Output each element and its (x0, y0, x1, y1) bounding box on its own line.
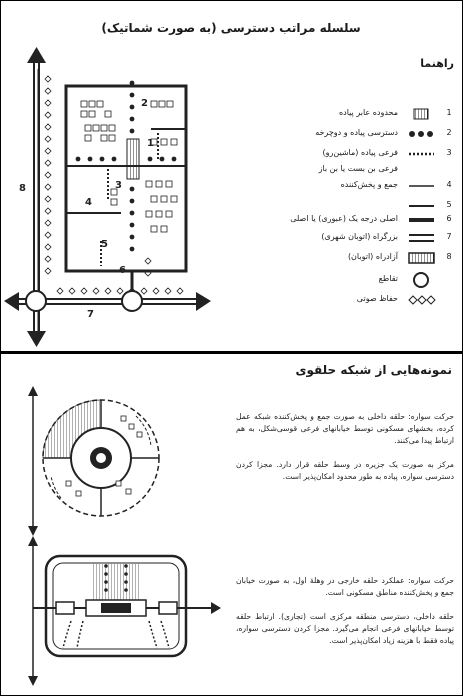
ring-network-diagram-2 (21, 536, 221, 686)
legend-number: 5 (446, 200, 452, 209)
legend-heading: راهنما (420, 57, 454, 70)
bottom-title: نمونه‌هایی از شبکه حلقوی (295, 363, 452, 377)
hierarchy-diagram (1, 41, 231, 351)
top-title: سلسله مراتب دسترسی (به صورت شماتیک) (101, 21, 361, 35)
legend-row-2 (244, 125, 454, 143)
hatched-box-icon (406, 106, 436, 122)
legend-label: فرعی بن بست یا بن باز (318, 164, 398, 173)
large-dots-icon (406, 126, 436, 142)
zone-label-5: 5 (101, 239, 108, 250)
legend-number: 3 (446, 148, 452, 157)
legend-label: فرعی پیاده (ماشین‌رو) (322, 148, 398, 157)
zone-label-2: 2 (141, 98, 148, 109)
legend-label: دسترسی پیاده و دوچرخه (315, 128, 398, 137)
thick-line-icon (406, 212, 436, 228)
section-divider (1, 351, 462, 354)
legend-row-noise (244, 291, 454, 309)
double-line-icon (406, 230, 436, 246)
legend-row-6 (244, 211, 454, 229)
zone-label-6: 6 (119, 265, 126, 276)
legend-label: بزرگراه (اتوبان شهری) (321, 232, 398, 241)
legend-number: 6 (446, 214, 452, 223)
paragraph-ring-2b: حلقه داخلی، دسترسی منطقه مرکزی است (تجاری). ارتباط حلقه توسط خیابانهای فرعی انجام می‌گیرد. مجزا کردن دسترسی سواره، پیاده فقط با هزینه زیاد امکان‌پذیر است. (236, 612, 454, 645)
small-dots-icon (406, 146, 436, 162)
legend-label: اصلی درجه یک (عبوری) یا اصلی (290, 214, 398, 223)
legend-number: 7 (446, 232, 452, 241)
hatched-bar-icon (406, 250, 436, 266)
legend-row-intersection (244, 271, 454, 289)
zone-label-7: 7 (87, 309, 94, 320)
legend-label: جمع و پخش‌کننده (340, 180, 398, 189)
paragraph-ring-1a: حرکت سواره: حلقه داخلی به صورت جمع و پخش‌کننده شبکه عمل کرده، بخشهای مسکونی توسط خیابانهای فرعی قوسی‌شکل، به هم ارتباط پیدا می‌کنند. (236, 412, 454, 445)
legend-number: 2 (446, 128, 452, 137)
diamonds-icon (406, 292, 436, 308)
zone-label-1: 1 (147, 138, 154, 149)
legend-label: محدوده عابر پیاده (338, 108, 398, 117)
legend-row-7 (244, 229, 454, 247)
thin-line-icon (406, 178, 436, 194)
legend-number: 4 (446, 180, 452, 189)
ring-network-diagram-1 (21, 386, 221, 536)
pedestrian-zone (127, 139, 139, 179)
legend-row-4 (244, 177, 454, 195)
paragraph-ring-1b: مرکز به صورت یک جزیره در وسط حلقه قرار دارد. مجزا کردن دسترسی سواره، پیاده به طور محدود امکان‌پذیر است. (236, 460, 454, 481)
legend-row-8 (244, 249, 454, 267)
legend-number: 8 (446, 252, 452, 261)
legend-label: آزادراه (اتوبان) (347, 252, 398, 261)
zone-label-4: 4 (85, 197, 92, 208)
circle-icon (406, 272, 436, 288)
intersection-left (26, 291, 46, 311)
legend-label: تقاطع (378, 274, 398, 283)
intersection-right (122, 291, 142, 311)
legend-number: 1 (446, 108, 452, 117)
paragraph-ring-2a: حرکت سواره: عملکرد حلقه خارجی در وهلهٔ اول، به صورت خیابان جمع و پخش‌کننده مناطق مسکونی است. (236, 576, 454, 597)
legend-row-1 (244, 105, 454, 123)
zone-label-8: 8 (19, 183, 26, 194)
zone-label-3: 3 (115, 180, 122, 191)
legend-label: حفاظ صوتی (356, 294, 398, 303)
